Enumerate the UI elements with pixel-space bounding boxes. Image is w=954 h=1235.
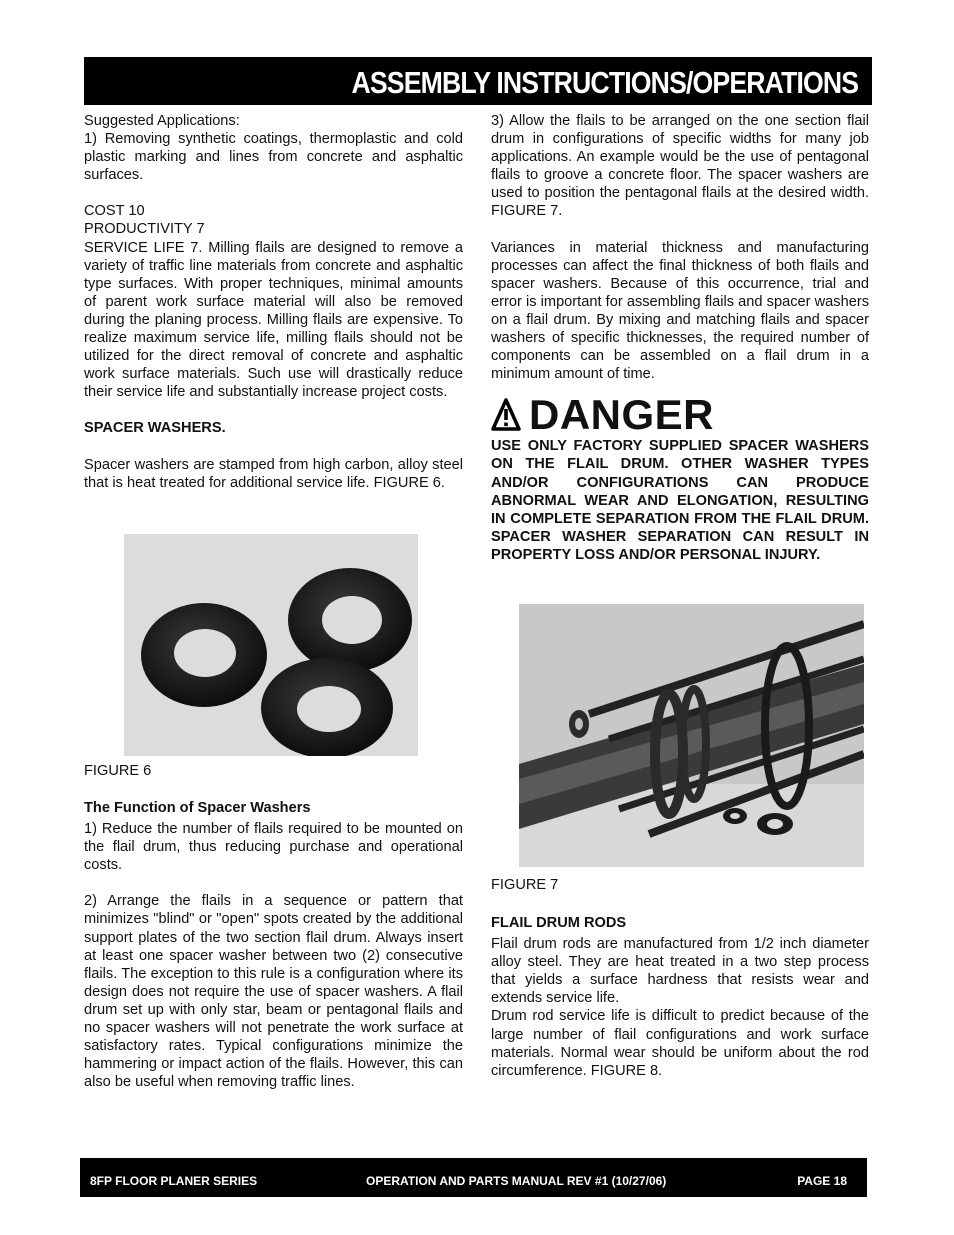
figure-6-washers-photo xyxy=(124,534,418,756)
warning-triangle-icon xyxy=(491,398,521,432)
function-1: 1) Reduce the number of flails required to be mounted on the flail drum, thus reducing purchase and operational costs. xyxy=(84,821,463,874)
flail-drum-rods-paragraph-1: Flail drum rods are manufactured from 1/2 inch diameter alloy steel. They are heat treated in a two step process that yields a surface hardness that resists wear and extends service life. xyxy=(491,936,869,1007)
spacer-washers-paragraph: Spacer washers are stamped from high carbon, alloy steel that is heat treated for additional service life. FIGURE 6. xyxy=(84,456,463,491)
footer-bar xyxy=(80,1158,867,1197)
footer-page-number: PAGE 18 xyxy=(797,1174,847,1188)
suggested-application-1: 1) Removing synthetic coatings, thermoplastic and cold plastic marking and lines from concrete and asphaltic surfaces. xyxy=(84,131,463,184)
productivity-rating: PRODUCTIVITY 7 xyxy=(84,221,205,238)
spacer-washers-heading: SPACER WASHERS. xyxy=(84,420,226,437)
service-life-paragraph: SERVICE LIFE 7. Milling flails are designed to remove a variety of traffic line materials from concrete and asphaltic type surfaces. With proper techniques, minimal amounts of parent work surface material will also be removed during the planing process. Milling flails are expensive. To realize maximum service life, milling flails should not be utilized for the direct removal of concrete and asphaltic work surface materials. Such use will drastically reduce their service life and substantially increase project costs. xyxy=(84,239,463,401)
flail-drum-rods-heading: FLAIL DRUM RODS xyxy=(491,915,627,931)
flail-drum-rods-paragraph-2: Drum rod service life is difficult to predict because of the large number of flail configurations and work surface materials. Normal wear should be uniform about the rod circumference. FIGURE 8. xyxy=(491,1008,869,1079)
footer-series: 8FP FLOOR PLANER SERIES xyxy=(90,1174,258,1188)
figure-6-caption: FIGURE 6 xyxy=(84,763,152,779)
right-column xyxy=(491,112,869,564)
danger-word: DANGER xyxy=(529,391,715,439)
danger-heading xyxy=(491,393,869,437)
danger-warning-text: USE ONLY FACTORY SUPPLIED SPACER WASHERS ON THE FLAIL DRUM. OTHER WASHER TYPES AND/OR CONFIGURATIONS CAN PRODUCE ABNORMAL WEAR AND ELONGATION, RESULTING IN COMPLETE SEPARATION FROM THE FLAIL DRUM. SPACER WASHER SEPARATION CAN RESULT IN PROPERTY LOSS AND/OR PERSONAL INJURY. xyxy=(491,438,869,563)
function-2: 2) Arrange the flails in a sequence or pattern that minimizes "blind" or "open" spots created by the additional support plates of the two section flail drum. Always insert at least one spacer washer between two (2) consecutive flails. The exception to this rule is a configuration where its design does not require the use of spacer washers. A flail drum set up with only star, beam or pentagonal flails and no spacer washers will not penetrate the work surface at satisfactory rates. Typical configurations minimize the hammering or impact action of the flails. However, this can also be useful when removing traffic lines. xyxy=(84,893,463,1091)
function-3: 3) Allow the flails to be arranged on the one section flail drum in configurations of specific widths for many job applications. An example would be the use of pentagonal flails to groove a concrete floor. The spacer washers are used to position the pentagonal flails at the desired width. FIGURE 7. xyxy=(491,113,869,220)
footer-manual-revision: OPERATION AND PARTS MANUAL REV #1 (10/27/06) xyxy=(366,1174,667,1188)
variances-paragraph: Variances in material thickness and manufacturing processes can affect the final thickness of both flails and spacer washers. Because of this occurrence, trial and error is important for assembling flails and spacer washers on a flail drum. By mixing and matching flails and spacer washers of specific thicknesses, the required number of components can be assembled on a flail drum in a minimum amount of time. xyxy=(491,239,869,383)
right-column-lower xyxy=(491,914,869,1080)
section-title: ASSEMBLY INSTRUCTIONS/OPERATIONS xyxy=(351,65,858,100)
section-header-bar xyxy=(84,57,872,105)
left-column xyxy=(84,112,463,492)
function-heading: The Function of Spacer Washers xyxy=(84,800,311,816)
cost-rating: COST 10 xyxy=(84,203,145,220)
suggested-applications-heading: Suggested Applications: xyxy=(84,113,240,129)
figure-7-flail-drum-photo xyxy=(519,604,864,867)
left-column-lower xyxy=(84,799,463,1091)
figure-7-caption: FIGURE 7 xyxy=(491,877,559,893)
